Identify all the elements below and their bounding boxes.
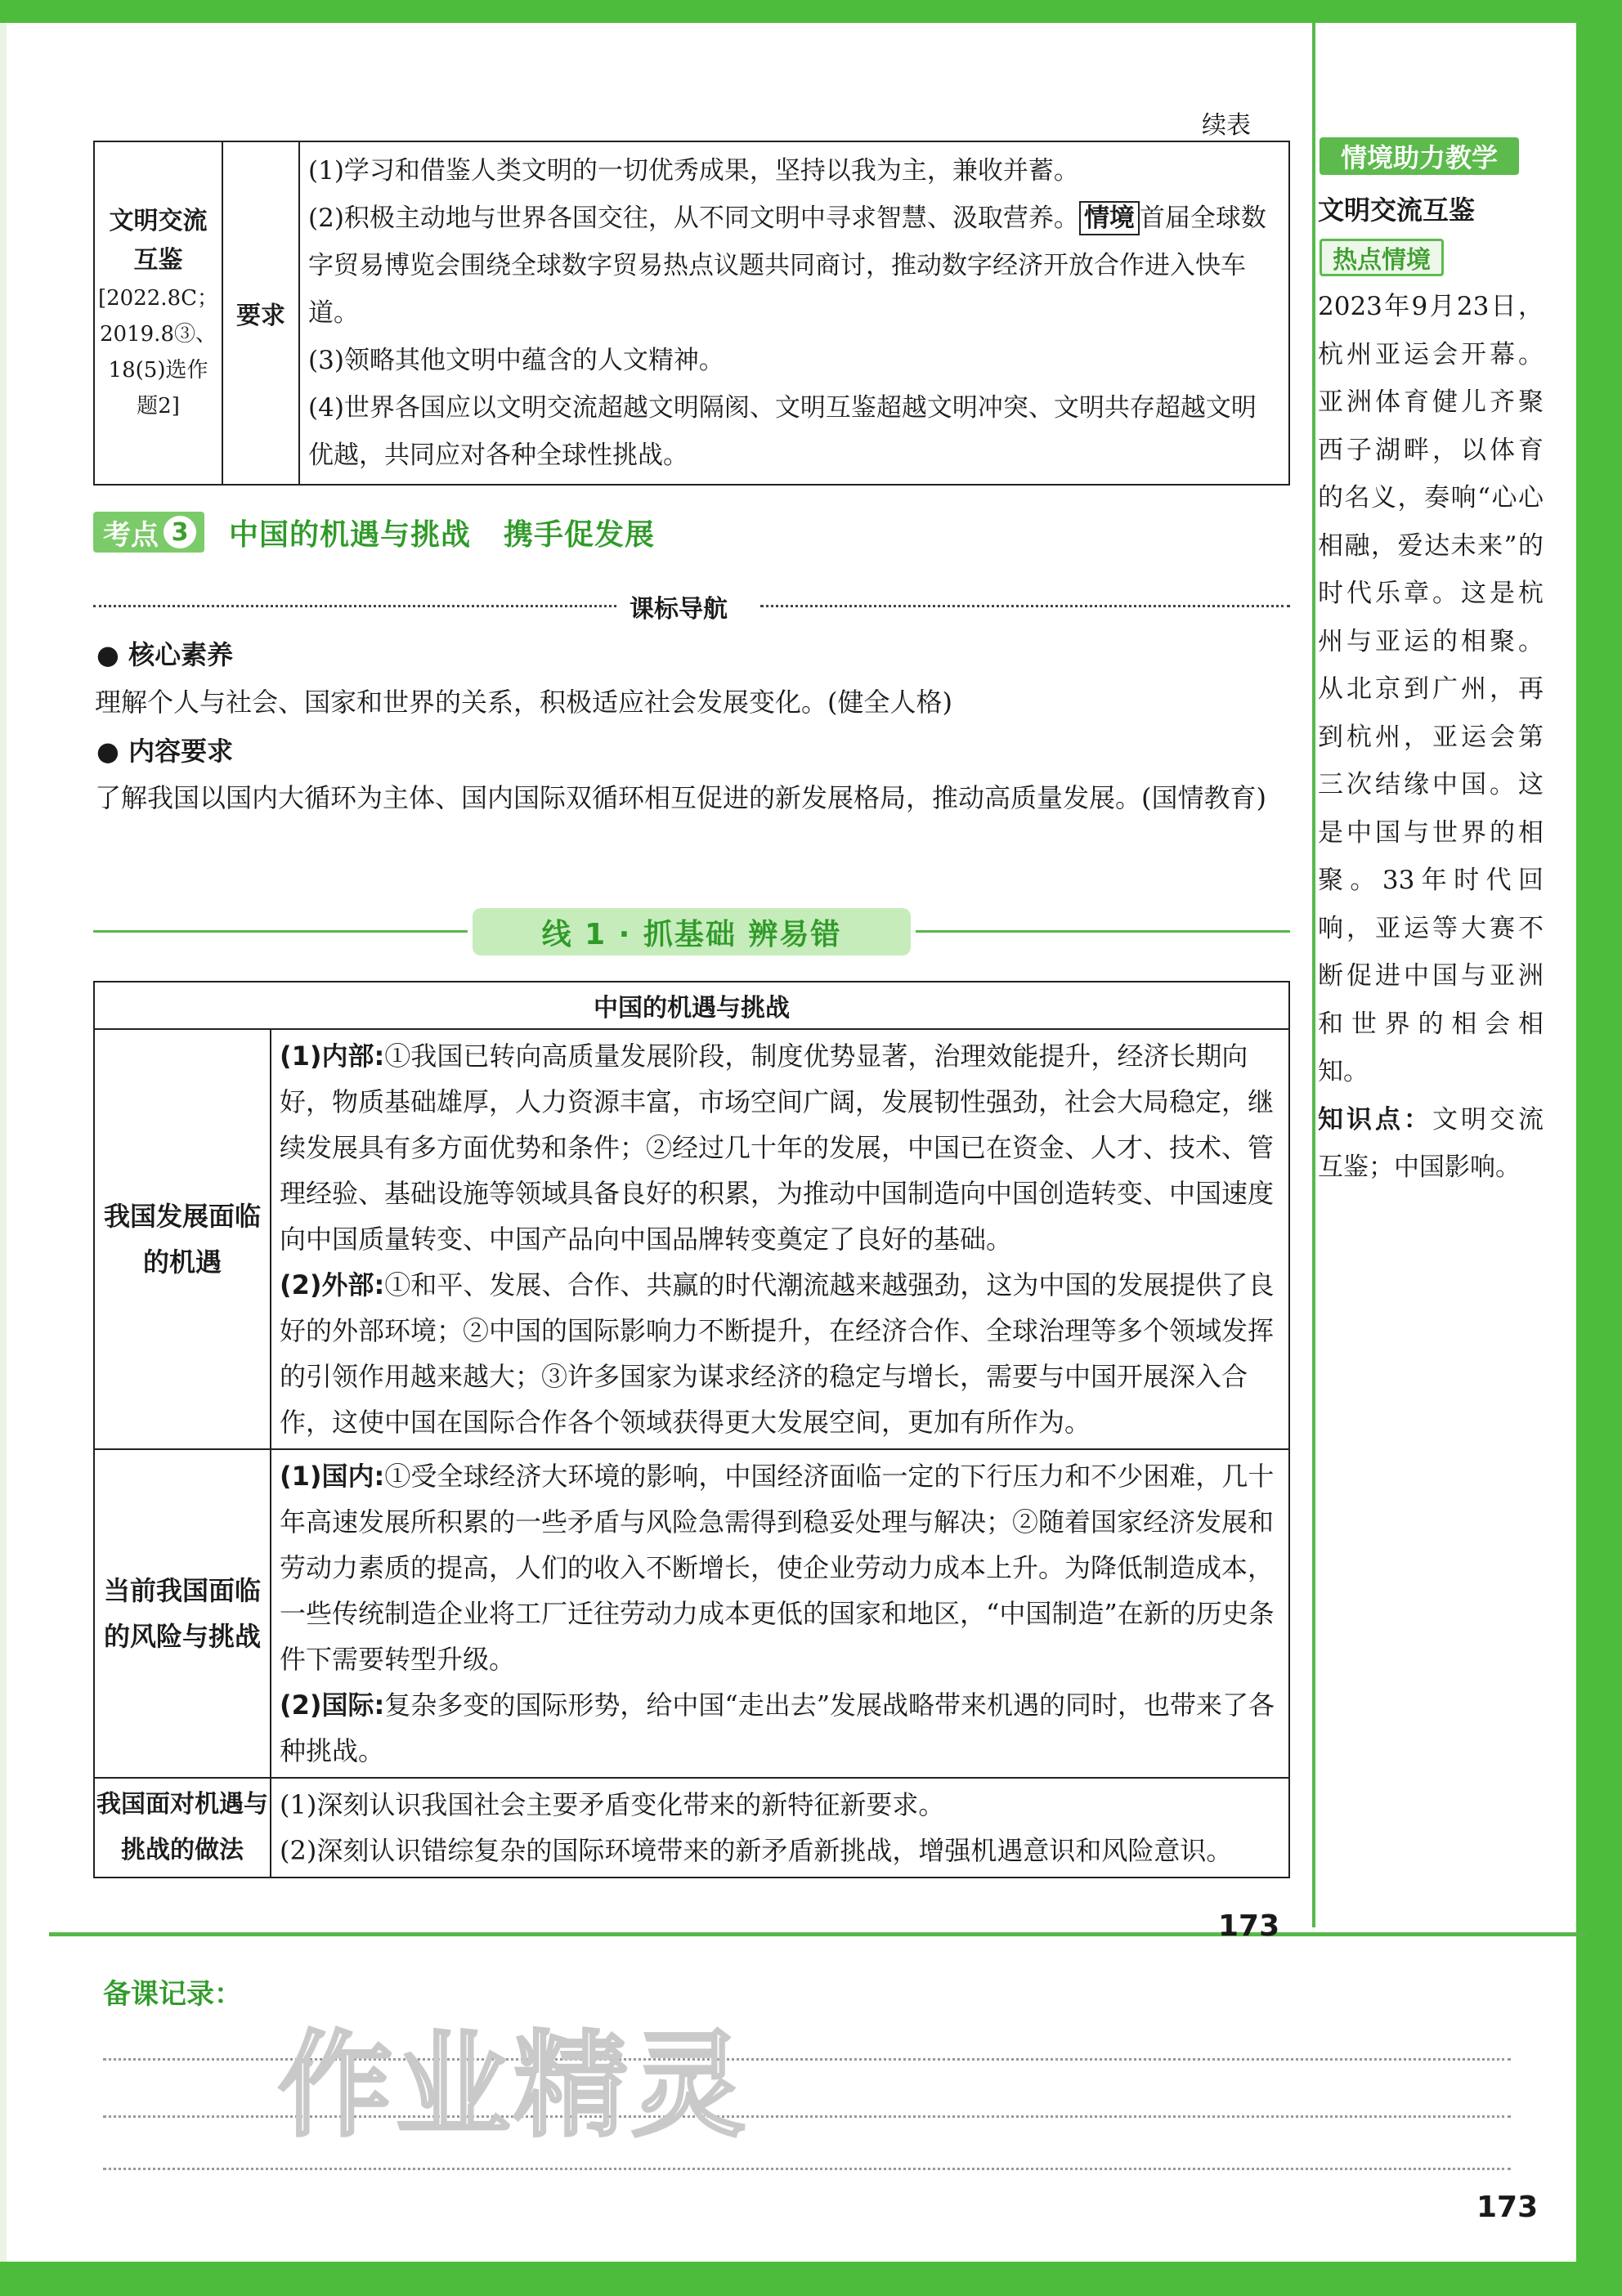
section-rule-right xyxy=(916,930,1290,933)
sidebar-text-block xyxy=(1318,283,1544,1192)
core-literacy-heading: ● 核心素养 xyxy=(96,639,234,670)
row-content xyxy=(271,1449,1289,1778)
knowledge-point-text: 文明交流互鉴；中国影响。 xyxy=(1318,1104,1544,1182)
row-para: (1)深刻认识我国社会主要矛盾变化带来的新特征新要求。 xyxy=(280,1789,945,1820)
content-req-text: 了解我国以国内大循环为主体、国内国际双循环相互促进的新发展格局，推动高质量发展。(国情教育) xyxy=(95,782,1266,813)
hot-scenario-tag: 热点情境 xyxy=(1320,239,1444,276)
row-para-text: 复杂多变的国际形势，给中国“走出去”发展战略带来机遇的同时，也带来了各种挑战。 xyxy=(280,1690,1275,1766)
item-2-text: (2)积极主动地与世界各国交往，从不同文明中寻求智慧、汲取营养。 xyxy=(308,204,1079,233)
scenario-tag: 情境 xyxy=(1079,201,1140,235)
requirement-label: 要求 xyxy=(222,141,299,485)
row-label: 我国发展面临的机遇 xyxy=(94,1029,271,1449)
top-border xyxy=(0,0,1622,23)
kaodian-title xyxy=(229,512,688,553)
row-para-tag: (2)外部: xyxy=(280,1269,385,1300)
table-row xyxy=(94,1029,1289,1449)
kaodian-title-b: 携手促发展 xyxy=(504,517,656,552)
item-2-scenario: 首届全球数字贸易博览会围绕全球数字贸易热点议题共同商讨，推动数字经济开放合作进入快车道。 xyxy=(308,204,1266,328)
item-1: (1)学习和借鉴人类文明的一切优秀成果，坚持以我为主，兼收并蓄。 xyxy=(308,156,1079,186)
content-req-label: 内容要求 xyxy=(128,736,234,767)
row-para-text: ①和平、发展、合作、共赢的时代潮流越来越强劲，这为中国的发展提供了良好的外部环境；②中国的国际影响力不断提升，在经济合作、全球治理等多个领域发挥的引领作用越来越大；③许多国家为谋求经济的稳定与增长，需要与中国开展深入合作，这使中国在国际合作各个领域获得更大发展空间，更加有所作为。 xyxy=(280,1269,1275,1438)
kebiao-rule-right xyxy=(760,605,1290,607)
topic-cell xyxy=(94,141,222,485)
kebiao-rule-left xyxy=(93,605,616,607)
requirement-content xyxy=(299,141,1289,485)
continued-label: 续表 xyxy=(1202,111,1251,140)
item-4: (4)世界各国应以文明交流超越文明隔阂、文明互鉴超越文明冲突、文明共存超越文明优越，共同应对各种全球性挑战。 xyxy=(308,393,1257,470)
core-literacy-label: 核心素养 xyxy=(128,639,234,670)
row-para-tag: (1)内部: xyxy=(280,1041,385,1072)
table-header: 中国的机遇与挑战 xyxy=(94,982,1289,1029)
item-2 xyxy=(308,195,1280,337)
row-para xyxy=(280,1682,1280,1774)
section-rule-left xyxy=(93,930,468,933)
table-row xyxy=(94,1449,1289,1778)
knowledge-point-label: 知识点： xyxy=(1318,1104,1432,1135)
content-req-heading: ● 内容要求 xyxy=(96,736,234,767)
table-row xyxy=(94,1778,1289,1878)
page-number: 173 xyxy=(1218,1909,1280,1943)
watermark: 作业精灵 xyxy=(278,2020,750,2153)
sidebar-divider xyxy=(1312,23,1315,1927)
row-para: (2)深刻认识错综复杂的国际环境带来的新矛盾新挑战，增强机遇意识和风险意识。 xyxy=(280,1835,1233,1866)
right-border xyxy=(1576,0,1622,2296)
row-content xyxy=(271,1778,1289,1878)
bottom-border xyxy=(0,2262,1622,2296)
row-para xyxy=(280,1453,1280,1682)
civilization-table xyxy=(93,141,1290,486)
footer-page-number: 173 xyxy=(1476,2191,1539,2224)
note-line xyxy=(103,2168,1511,2170)
topic-text: 文明交流互鉴 xyxy=(109,207,208,275)
prep-notes-title: 备课记录： xyxy=(103,1978,242,2011)
opportunity-challenge-table xyxy=(93,981,1290,1878)
page-edge xyxy=(0,0,7,2296)
kaodian-title-a: 中国的机遇与挑战 xyxy=(229,517,472,552)
row-para-tag: (1)国内: xyxy=(280,1461,385,1492)
kaodian-header xyxy=(93,510,688,554)
exam-reference: [2022.8C；2019.8③、18(5)选作题2] xyxy=(98,286,219,418)
row-label: 当前我国面临的风险与挑战 xyxy=(94,1449,271,1778)
section-banner: 线 1 · 抓基础 辨易错 xyxy=(473,908,911,956)
row-content xyxy=(271,1029,1289,1449)
kaodian-badge xyxy=(93,512,204,553)
item-3: (3)领略其他文明中蕴含的人文精神。 xyxy=(308,346,724,375)
core-literacy-text: 理解个人与社会、国家和世界的关系，积极适应社会发展变化。(健全人格) xyxy=(95,687,952,718)
row-para-tag: (2)国际: xyxy=(280,1690,385,1721)
row-para-text: ①我国已转向高质量发展阶段，制度优势显著，治理效能提升，经济长期向好，物质基础雄厚，人力资源丰富，市场空间广阔，发展韧性强劲，社会大局稳定，继续发展具有多方面优势和条件；②经过几十年的发展，中国已在资金、人才、技术、管理经验、基础设施等领域具备良好的积累，为推动中国制造向中国创造转变、中国速度向中国质量转变、中国产品向中国品牌转变奠定了良好的基础。 xyxy=(280,1041,1275,1255)
kebiao-title: 课标导航 xyxy=(630,595,728,624)
bottom-divider xyxy=(49,1932,1586,1936)
kaodian-number: 3 xyxy=(164,516,196,548)
sidebar-tag: 情境助力教学 xyxy=(1320,137,1519,175)
sidebar-text: 2023年9月23日，杭州亚运会开幕。亚洲体育健儿齐聚西子湖畔，以体育的名义，奏响“心心相融，爱达未来”的时代乐章。这是杭州与亚运的相聚。从北京到广州，再到杭州，亚运会第三次结缘中国。这是中国与世界的相聚。33年时代回响，亚运等大赛不断促进中国与亚洲和世界的相会相知。 xyxy=(1318,292,1544,1086)
row-para-text: ①受全球经济大环境的影响，中国经济面临一定的下行压力和不少困难，几十年高速发展所积累的一些矛盾与风险急需得到稳妥处理与解决；②随着国家经济发展和劳动力素质的提高，人们的收入不断增长，使企业劳动力成本上升。为降低制造成本，一些传统制造企业将工厂迁往劳动力成本更低的国家和地区，“中国制造”在新的历史条件下需要转型升级。 xyxy=(280,1461,1275,1675)
row-para xyxy=(280,1033,1280,1262)
row-para xyxy=(280,1262,1280,1445)
row-label: 我国面对机遇与挑战的做法 xyxy=(94,1778,271,1878)
kaodian-label: 考点 xyxy=(103,518,159,552)
sidebar-subtitle: 文明交流互鉴 xyxy=(1318,195,1476,226)
